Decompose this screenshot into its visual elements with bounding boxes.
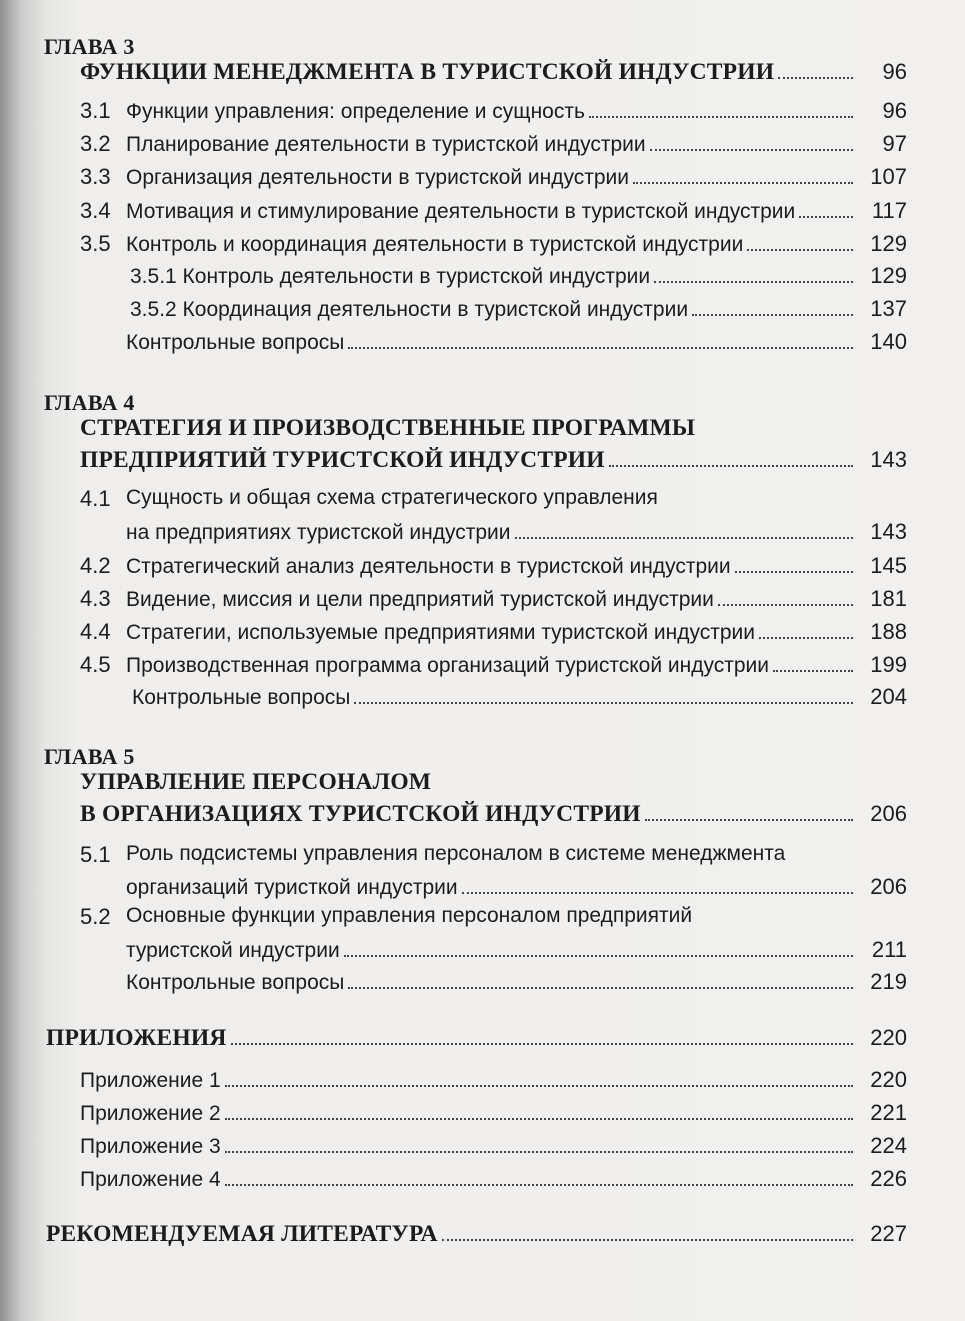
section-number: 4.4 <box>80 619 111 644</box>
leader-dots <box>654 280 853 283</box>
leader-dots <box>692 313 853 316</box>
appendix-title: Приложение 3 <box>80 1135 221 1158</box>
page-number: 143 <box>870 447 907 472</box>
section-number: 4.3 <box>80 586 111 611</box>
section-title: Производственная программа организаций туристской индустрии <box>126 654 770 677</box>
section-title: Контроль и координация деятельности в туристской индустрии <box>126 233 744 256</box>
toc-entry <box>0 516 965 548</box>
section-number: 3.2 <box>80 131 111 156</box>
page-number: 145 <box>870 553 907 578</box>
page-number: 188 <box>870 619 907 644</box>
page-number: 220 <box>870 1025 907 1050</box>
page-number: 107 <box>870 164 907 189</box>
leader-dots <box>225 1117 853 1120</box>
page-number: 206 <box>870 801 907 826</box>
leader-dots <box>589 115 853 118</box>
section-number: 3.1 <box>80 98 111 123</box>
page-number: 204 <box>870 684 907 709</box>
leader-dots <box>650 148 853 151</box>
leader-dots <box>225 1084 853 1087</box>
appendix-title: Приложение 1 <box>80 1069 221 1092</box>
page-number: 97 <box>882 131 907 156</box>
page-number: 211 <box>871 937 907 962</box>
section-title-line2: на предприятиях туристской индустрии <box>126 521 511 544</box>
page-number: 96 <box>882 98 907 123</box>
section-title-line2: туристской индустрии <box>126 939 340 962</box>
literature-heading-line <box>0 1218 965 1250</box>
leader-dots <box>462 891 853 894</box>
chapter-4-title-line <box>0 444 965 476</box>
leader-dots <box>718 603 853 606</box>
chapter-3-title: ФУНКЦИИ МЕНЕДЖМЕНТА В ТУРИСТСКОЙ ИНДУСТРИИ <box>80 59 775 85</box>
section-title: Организация деятельности в туристской индустрии <box>126 166 629 189</box>
section-title: Стратегический анализ деятельности в туристской индустрии <box>126 555 731 578</box>
toc-subentry <box>0 260 965 292</box>
section-number: 3.5 <box>80 231 111 256</box>
chapter-3-label: ГЛАВА 3 <box>44 34 135 59</box>
page-number: 143 <box>870 519 907 544</box>
leader-dots <box>799 215 853 218</box>
section-title: Видение, миссия и цели предприятий туристской индустрии <box>126 588 714 611</box>
section-title: Функции управления: определение и сущность <box>126 100 585 123</box>
section-number: 5.2 <box>80 904 111 929</box>
section-number: 4.1 <box>80 486 111 511</box>
toc-entry <box>0 934 965 966</box>
leader-dots <box>225 1150 853 1153</box>
section-title-line1: Роль подсистемы управления персоналом в системе менеджмента <box>126 842 786 865</box>
leader-dots <box>735 570 853 573</box>
page-number: 206 <box>870 874 907 899</box>
leader-dots <box>348 346 853 349</box>
chapter-5-label: ГЛАВА 5 <box>44 744 135 769</box>
page-number: 220 <box>870 1067 907 1092</box>
questions-title: Контрольные вопросы <box>126 331 345 354</box>
appendices-title: ПРИЛОЖЕНИЯ <box>46 1025 227 1051</box>
chapter-5-title-line <box>0 798 965 830</box>
appendix-entry <box>0 1130 965 1162</box>
leader-dots <box>231 1042 853 1045</box>
leader-dots <box>609 464 853 467</box>
section-number: 3.3 <box>80 164 111 189</box>
leader-dots <box>515 536 853 539</box>
section-number: 4.5 <box>80 652 111 677</box>
toc-entry-questions <box>0 966 965 998</box>
chapter-5-title-line1: УПРАВЛЕНИЕ ПЕРСОНАЛОМ <box>80 769 432 795</box>
toc-entry <box>0 95 965 127</box>
leader-dots <box>645 818 853 821</box>
chapter-4-label: ГЛАВА 4 <box>44 390 135 415</box>
page-number: 226 <box>870 1166 907 1191</box>
chapter-4-title-line2: ПРЕДПРИЯТИЙ ТУРИСТСКОЙ ИНДУСТРИИ <box>80 447 605 473</box>
section-number: 4.2 <box>80 553 111 578</box>
leader-dots <box>442 1238 853 1241</box>
toc-entry-questions <box>0 681 965 713</box>
page-number: 221 <box>870 1100 907 1125</box>
leader-dots <box>759 636 853 639</box>
toc-entry <box>0 649 965 681</box>
toc-entry <box>0 128 965 160</box>
leader-dots <box>773 669 853 672</box>
page-number: 129 <box>870 263 907 288</box>
leader-dots <box>225 1183 853 1186</box>
section-number: 3.4 <box>80 198 111 223</box>
toc-subentry <box>0 293 965 325</box>
page-number: 227 <box>870 1221 907 1246</box>
toc-entry <box>0 195 965 227</box>
page-number: 137 <box>870 296 907 321</box>
chapter-3-title-line <box>0 56 965 88</box>
toc-entry <box>0 616 965 648</box>
appendix-entry <box>0 1064 965 1096</box>
section-title: Планирование деятельности в туристской индустрии <box>126 133 646 156</box>
literature-title: РЕКОМЕНДУЕМАЯ ЛИТЕРАТУРА <box>46 1221 438 1247</box>
toc-entry <box>0 161 965 193</box>
page-number: 224 <box>870 1133 907 1158</box>
questions-title: Контрольные вопросы <box>132 686 351 709</box>
appendix-entry <box>0 1097 965 1129</box>
leader-dots <box>348 986 853 989</box>
chapter-5-title-line2: В ОРГАНИЗАЦИЯХ ТУРИСТСКОЙ ИНДУСТРИИ <box>80 801 641 827</box>
section-title-line2: организаций туристкой индустрии <box>126 876 458 899</box>
leader-dots <box>633 181 853 184</box>
chapter-4-title-line1: СТРАТЕГИЯ И ПРОИЗВОДСТВЕННЫЕ ПРОГРАММЫ <box>80 415 696 441</box>
appendix-title: Приложение 2 <box>80 1102 221 1125</box>
toc-entry-questions <box>0 326 965 358</box>
subsection-title: 3.5.2 Координация деятельности в туристской индустрии <box>130 298 689 321</box>
section-title: Мотивация и стимулирование деятельности в туристской индустрии <box>126 200 796 223</box>
questions-title: Контрольные вопросы <box>126 971 345 994</box>
page-number: 181 <box>870 586 907 611</box>
section-title-line1: Сущность и общая схема стратегического управления <box>126 486 658 509</box>
leader-dots <box>747 248 853 251</box>
page-number: 96 <box>882 59 907 84</box>
appendices-heading-line <box>0 1022 965 1054</box>
page-number: 129 <box>870 231 907 256</box>
toc-entry <box>0 228 965 260</box>
page-number: 219 <box>870 969 907 994</box>
toc-entry <box>0 583 965 615</box>
appendix-entry <box>0 1163 965 1195</box>
section-number: 5.1 <box>80 842 111 867</box>
section-title-line1: Основные функции управления персоналом предприятий <box>126 904 693 927</box>
page-number: 117 <box>871 198 907 223</box>
section-title: Стратегии, используемые предприятиями туристской индустрии <box>126 621 756 644</box>
toc-entry <box>0 871 965 903</box>
leader-dots <box>778 76 853 79</box>
toc-entry <box>0 550 965 582</box>
leader-dots <box>354 701 853 704</box>
subsection-title: 3.5.1 Контроль деятельности в туристской индустрии <box>130 265 651 288</box>
page-number: 140 <box>870 329 907 354</box>
page-number: 199 <box>870 652 907 677</box>
appendix-title: Приложение 4 <box>80 1168 221 1191</box>
leader-dots <box>344 954 853 957</box>
